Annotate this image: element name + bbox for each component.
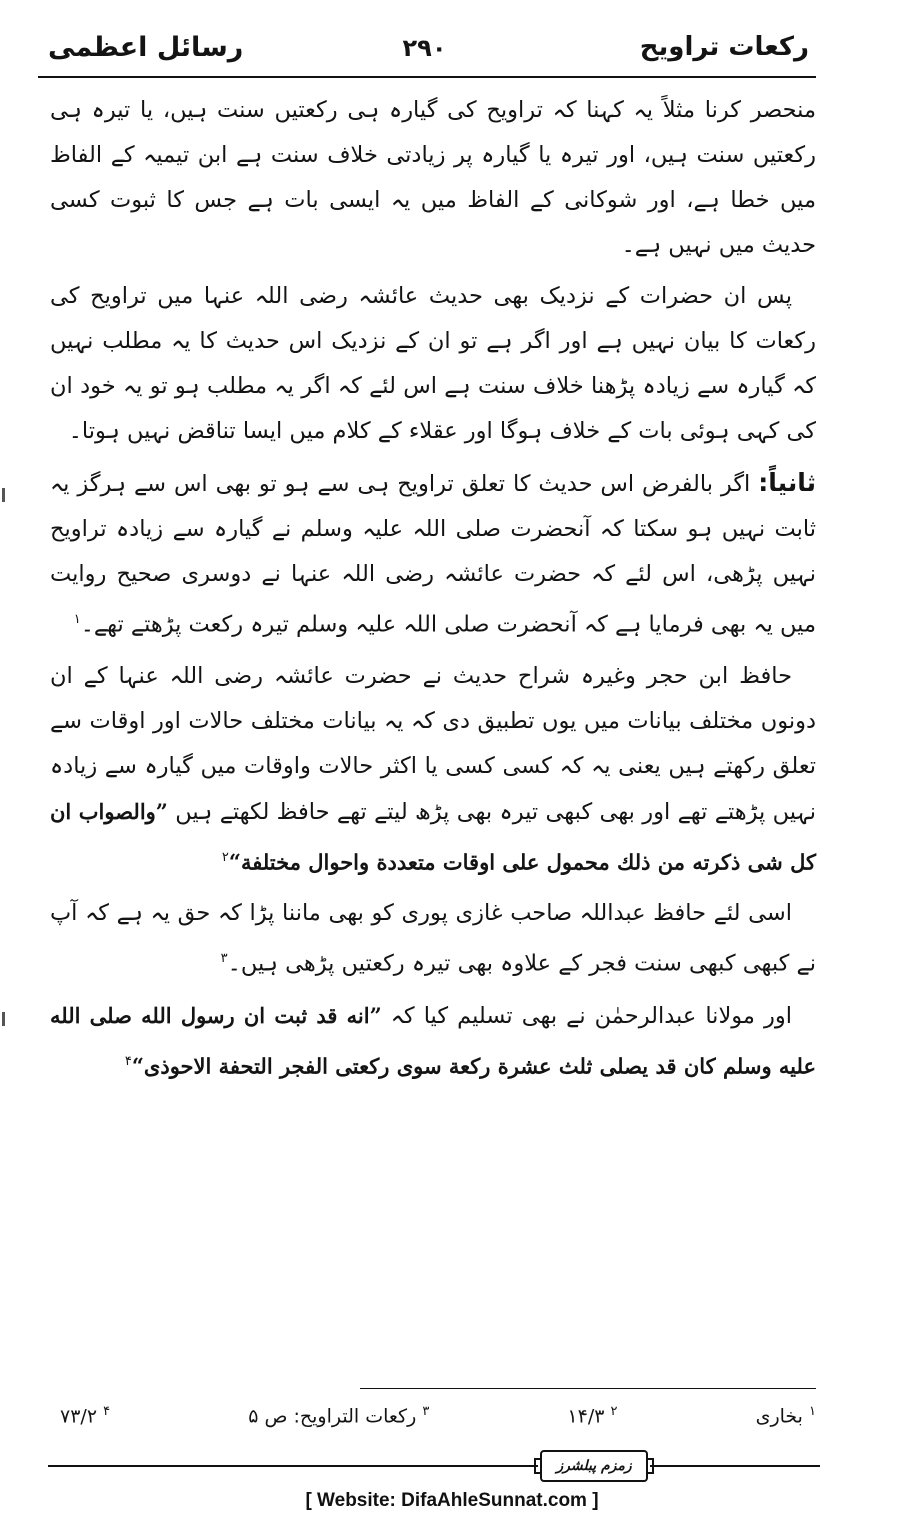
paragraph-2: پس ان حضرات کے نزدیک بھی حدیث عائشہ رضی اللہ عنہا میں تراویح کی رکعات کا بیان نہیں ہے اور اگر ہے تو ان کے نزدیک اس حدیث کا یہ مطلب نہیں کہ گیارہ سے زیادہ پڑھنا خلاف سنت ہے اس لئے کہ اگر یہ مطلب ہو تو یہ خود ان کی کہی ہوئی بات کے خلاف ہوگا اور عقلاء کے کلام میں ایسا تناقض نہیں ہوتا۔ — [50, 283, 816, 444]
footnote-1: $^۱$ بخاری — [755, 1404, 816, 1428]
paragraph-6: اور مولانا عبدالرحمٰن نے بھی تسلیم کیا کہ ”انه قد ثبت ان رسول الله صلی الله علیه وسلم کان قد یصلی ثلث عشرة رکعة سوی رکعتی الفجر التحفة الاحوذی“$^۴$ — [50, 1002, 816, 1078]
paragraph-3: ثانیاً: اگر بالفرض اس حدیث کا تعلق تراویح ہی سے ہو تو بھی اس سے ہرگز یہ ثابت نہیں ہو سکتا کہ آنحضرت صلی اللہ علیہ وسلم نے گیارہ سے زیادہ تراویح نہیں پڑھی، اس لئے کہ حضرت عائشہ رضی اللہ عنہا نے دوسری صحیح روایت میں یہ بھی فرمایا ہے کہ آنحضرت صلی اللہ علیہ وسلم تیرہ رکعت پڑھتے تھے۔$^۱$ — [50, 468, 816, 638]
arabic-quote: ”انه قد ثبت ان رسول الله صلی الله علیه وسلم کان قد یصلی ثلث عشرة رکعة سوی رکعتی الفجر التحفة الاحوذی“ — [50, 1002, 816, 1078]
bottom-rule-left — [48, 1465, 538, 1467]
paragraph-4: حافظ ابن حجر وغیرہ شراح حدیث نے حضرت عائشہ رضی اللہ عنہا کے ان دونوں مختلف بیانات میں یوں تطبیق دی کہ یہ بیانات مختلف حالات اور اوقات سے تعلق رکھتے ہیں یعنی یہ کہ کسی کسی یا اکثر حالات واوقات میں گیارہ سے زیادہ نہیں پڑھتے تھے اور بھی کبھی تیرہ بھی پڑھ لیتے تھے حافظ لکھتے ہیں ”والصواب ان کل شی ذکرته من ذلك محمول علی اوقات متعددة واحوال مختلفة“$^۲$ — [50, 662, 816, 874]
footnote-2: $^۲$ ۱۴/۳ — [567, 1404, 618, 1428]
page-header — [40, 30, 809, 74]
footnote-4: $^۴$ ۷۳/۲ — [60, 1404, 111, 1428]
footnote-rule — [360, 1388, 816, 1389]
header-rule — [38, 76, 816, 78]
paragraph-5: اسی لئے حافظ عبداللہ صاحب غازی پوری کو بھی ماننا پڑا کہ حق یہ ہے کہ آپ نے کبھی کبھی سنت فجر کے علاوہ بھی تیرہ رکعتیں پڑھی ہیں۔$^۳$ — [50, 900, 816, 977]
footnotes — [60, 1400, 816, 1432]
paragraph-1: منحصر کرنا مثلاً یہ کہنا کہ تراویح کی گیارہ ہی رکعتیں سنت ہیں، یا تیرہ ہی رکعتیں سنت ہیں، اور تیرہ یا گیارہ پر زیادتی خلاف سنت ہے ابن تیمیہ کے الفاظ میں خطا ہے، اور شوکانی کے الفاظ میں یہ ایسی بات ہے جس کا ثبوت کسی حدیث میں نہیں ہے۔ — [50, 97, 816, 258]
book-title: رسائل اعظمی — [48, 32, 244, 63]
footnote-marker: ۴ — [124, 1053, 132, 1069]
footnote-3: $^۳$ رکعات التراویح: ص ۵ — [248, 1404, 430, 1428]
bottom-rule-right — [650, 1465, 820, 1467]
publisher-logo: زمزم پبلشرز — [540, 1450, 648, 1482]
footnote-marker: ۲ — [221, 849, 229, 865]
website-banner: [ Website: DifaAhleSunnat.com ] — [305, 1490, 599, 1511]
footnote-marker: ۱ — [73, 612, 81, 627]
scan-edge-mark — [2, 488, 5, 502]
scan-edge-mark — [2, 1012, 5, 1026]
page-number: ۲۹۰ — [402, 34, 447, 62]
body-text — [50, 88, 816, 1089]
footnote-marker: ۳ — [220, 951, 228, 966]
paragraph-lead: ثانیاً: — [758, 468, 816, 497]
arabic-quote: ”والصواب ان کل شی ذکرته من ذلك محمول علی اوقات متعددة واحوال مختلفة“ — [50, 798, 816, 874]
chapter-title: رکعات تراویح — [639, 32, 809, 62]
